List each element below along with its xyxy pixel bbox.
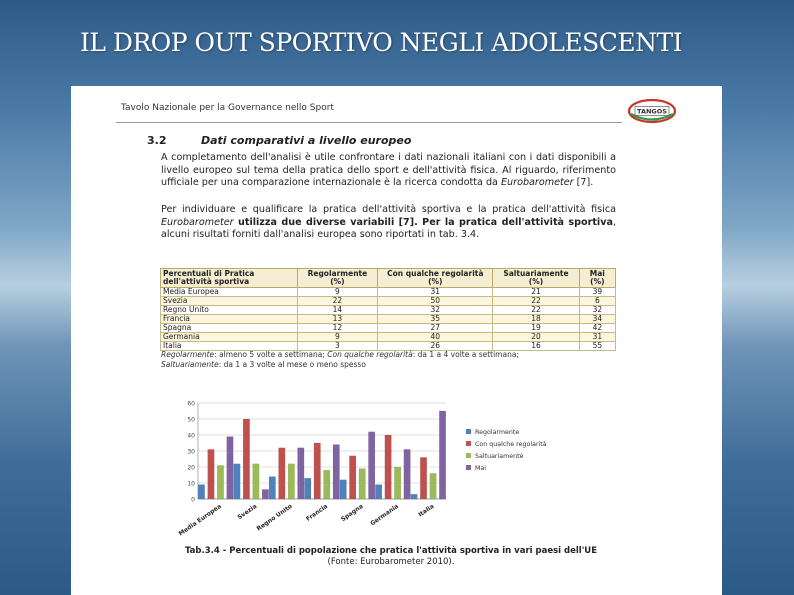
chart-bar (333, 445, 340, 499)
header-divider (116, 122, 622, 123)
chart-bar (269, 477, 276, 499)
table-row (161, 306, 616, 315)
sport-practice-table (160, 268, 616, 351)
table-cell-value: 27 (378, 324, 493, 333)
table-cell-value: 16 (493, 342, 579, 351)
table-cell-country: Francia (161, 315, 298, 324)
table-row (161, 333, 616, 342)
chart-bar (359, 469, 366, 499)
slide-title: IL DROP OUT SPORTIVO NEGLI ADOLESCENTI (80, 28, 683, 57)
table-header: Regolarmente (%) (297, 269, 378, 288)
chart-bar (314, 443, 321, 499)
chart-caption: Tab.3.4 - Percentuali di popolazione che pratica l'attività sportiva in vari paesi dell'UE (Fonte: Eurobarometer 2010). (184, 546, 598, 567)
table-cell-value: 26 (378, 342, 493, 351)
table-row (161, 324, 616, 333)
sport-practice-chart (176, 391, 606, 541)
section-number: 3.2 (147, 134, 167, 147)
chart-bar (305, 478, 312, 499)
chart-bar (198, 485, 205, 499)
chart-bar (234, 464, 241, 499)
chart-bar (385, 435, 392, 499)
chart-legend-label: Con qualche regolarità (475, 441, 547, 448)
chart-legend-swatch (466, 465, 471, 470)
table-header: Percentuali di Pratica dell'attività sportiva (161, 269, 298, 288)
table-cell-value: 14 (297, 306, 378, 315)
chart-y-tick-label: 40 (187, 432, 195, 440)
chart-bar (253, 464, 260, 499)
table-cell-value: 35 (378, 315, 493, 324)
paragraph-1: A completamento dell'analisi è utile confrontare i dati nazionali italiani con i dati disponibili a livello europeo sul tema della pratica dello sport e dell'attività fisica. Al riguardo, riferimento ufficiale per una comparazione internazionale è la ricerca condotta da Eurobarometer [7]. (161, 152, 616, 188)
table-cell-value: 18 (493, 315, 579, 324)
chart-y-tick-label: 0 (191, 496, 195, 504)
table-cell-value: 22 (493, 297, 579, 306)
chart-y-tick-label: 50 (187, 416, 195, 424)
table-cell-value: 19 (493, 324, 579, 333)
chart-bar (430, 473, 437, 499)
chart-bar (279, 448, 286, 499)
table-note: Regolarmente: almeno 5 volte a settimana; Con qualche regolarità: da 1 a 4 volte a settimana; Saltuariamente: da 1 a 3 volte al mese o meno spesso (161, 350, 519, 369)
chart-bar (298, 448, 305, 499)
table-cell-value: 32 (579, 306, 615, 315)
chart-bar (208, 449, 215, 499)
table-cell-value: 50 (378, 297, 493, 306)
chart-bar (288, 464, 295, 499)
table-cell-value: 34 (579, 315, 615, 324)
paragraph-2: Per individuare e qualificare la pratica dell'attività sportiva e la pratica dell'attività fisica Eurobarometer utilizza due diverse variabili [7]. Per la pratica dell'attività sportiva, alcuni risultati forniti dall'analisi europea sono riportati in tab. 3.4. (161, 204, 616, 240)
table-cell-value: 22 (297, 297, 378, 306)
table-cell-value: 3 (297, 342, 378, 351)
table-cell-country: Italia (161, 342, 298, 351)
table-row (161, 288, 616, 297)
chart-bar (420, 457, 427, 499)
table-cell-value: 22 (493, 306, 579, 315)
chart-bar (243, 419, 250, 499)
chart-legend-label: Regolarmente (475, 429, 520, 436)
table-cell-value: 31 (579, 333, 615, 342)
chart-bar (217, 465, 224, 499)
chart-legend-label: Saltuariamente (475, 453, 524, 460)
chart-x-tick-label: Italia (417, 502, 436, 519)
chart-legend-swatch (466, 429, 471, 434)
table-cell-value: 9 (297, 288, 378, 297)
chart-x-tick-label: Germania (369, 502, 401, 528)
chart-legend-label: Mai (475, 465, 487, 472)
table-cell-value: 32 (378, 306, 493, 315)
chart-legend-swatch (466, 453, 471, 458)
table-header-row (161, 269, 616, 288)
section-title-text: Dati comparativi a livello europeo (201, 134, 412, 147)
table-cell-country: Regno Unito (161, 306, 298, 315)
chart-bar (375, 485, 382, 499)
table-cell-country: Media Europea (161, 288, 298, 297)
table-cell-value: 13 (297, 315, 378, 324)
table-cell-country: Germania (161, 333, 298, 342)
chart-x-tick-label: Svezia (236, 502, 259, 522)
table-header: Saltuariamente (%) (493, 269, 579, 288)
chart-y-tick-label: 20 (187, 464, 195, 472)
table-header: Mai (%) (579, 269, 615, 288)
document-header: Tavolo Nazionale per la Governance nello Sport (121, 103, 334, 113)
chart-bar (439, 411, 446, 499)
table-cell-value: 39 (579, 288, 615, 297)
table-cell-value: 42 (579, 324, 615, 333)
chart-bar (349, 456, 356, 499)
table-cell-value: 31 (378, 288, 493, 297)
table-cell-country: Spagna (161, 324, 298, 333)
chart-bar (394, 467, 401, 499)
table-cell-value: 9 (297, 333, 378, 342)
chart-bar (324, 470, 331, 499)
table-cell-value: 21 (493, 288, 579, 297)
chart-bar (404, 449, 411, 499)
chart-legend-swatch (466, 441, 471, 446)
table-row (161, 297, 616, 306)
chart-y-tick-label: 10 (187, 480, 195, 488)
section-title (147, 134, 412, 147)
chart-y-tick-label: 60 (187, 400, 195, 408)
table-cell-value: 40 (378, 333, 493, 342)
table-cell-country: Svezia (161, 297, 298, 306)
tangos-logo (627, 98, 677, 124)
document-page (71, 86, 722, 595)
chart-bar (227, 437, 234, 499)
table-cell-value: 55 (579, 342, 615, 351)
chart-x-tick-label: Media Europea (177, 502, 223, 538)
chart-bar (340, 480, 347, 499)
table-row (161, 315, 616, 324)
table-cell-value: 6 (579, 297, 615, 306)
chart-x-tick-label: Francia (304, 502, 330, 523)
logo-text: TANGOS (637, 107, 667, 116)
table-cell-value: 20 (493, 333, 579, 342)
chart-y-tick-label: 30 (187, 448, 195, 456)
chart-x-tick-label: Regno Unito (255, 502, 294, 533)
chart-bar (262, 489, 269, 499)
table-header: Con qualche regolarità (%) (378, 269, 493, 288)
chart-bar (411, 494, 418, 499)
chart-bar (368, 432, 375, 499)
table-cell-value: 12 (297, 324, 378, 333)
chart-x-tick-label: Spagna (339, 502, 365, 524)
